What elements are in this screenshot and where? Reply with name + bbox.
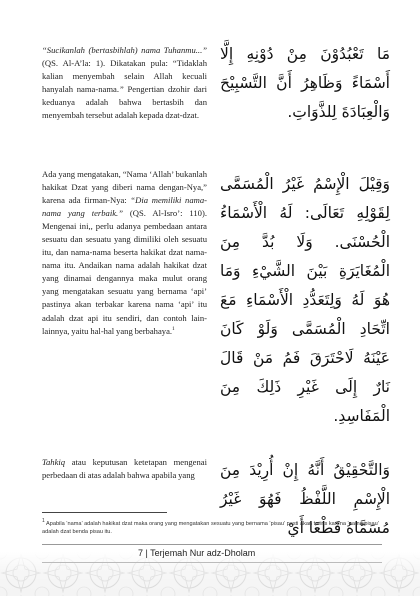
arabic-paragraph-1 (220, 40, 390, 127)
footnote-divider (42, 512, 167, 513)
body-text: Pengertian dzohir dari keduanya adalah bahwa bertasbih dan menyembah tersebut adalah kepada dzat-dzat. (42, 84, 207, 121)
arabic-text: وَقِيْلَ الْإِسْمُ غَيْرُ الْمُسَمَّى لِقَوْلِهِ تَعَالَى: لَهُ الْأَسْمَاءُ الْحُسْنَى. وَلَا بُدَّ مِنَ الْمُغَايَرَةِ بَيْنَ الشَّيْءِ وَمَا هُوَ لَهُ وَلِتَعَدُّدِ الْأَسْمَاءِ مَعَ اتِّحَادِ الْمُسَمَّى وَلَوْ كَانَ عَيْنَهُ لَاحْتَرَقَ فَمُ مَنْ قَالَ نَارٌ إِلَى غَيْرِ ذَلِكَ مِنَ الْمَفَاسِدِ. (220, 175, 390, 425)
body-text: Ada yang mengatakan, “Nama ‘Allah’ bukanlah hakikat Dzat yang diberi nama dengan-Nya,” karena ada firman-Nya: (42, 169, 207, 206)
arabic-text: مَا تَعْبُدُوْنَ مِنْ دُوْنِهِ إِلَّا أَسْمَاءً وَظَاهِرُ أَنَّ التَّسْبِيْحَ وَالْعِبَادَةَ لِلذَّوَاتِ. (220, 45, 390, 121)
arabic-text: وَالتَّحْقِيْقُ أَنَّهُ إِنْ أُرِيْدَ مِنَ الْإِسْمِ اللَّفْظُ فَهُوَ غَيْرُ مُسَمَّاهُ قَطْعًا أَيْ (220, 461, 390, 537)
body-text: (QS. Al-A’la: 1). Dikatakan pula: “Tidaklah kalian menyembah selain Allah kecuali hanyalah nama-nama. (42, 58, 207, 95)
page-number-and-title: 7 | Terjemah Nur adz-Dholam (138, 548, 256, 558)
arabic-paragraph-2 (220, 170, 390, 431)
quote-text: “Sucikanlah (bertasbihlah) nama Tuhanmu...” (42, 45, 207, 55)
page-footer (42, 544, 382, 562)
body-text: (QS. Al-Isro’: 110). Mengenai ini,, perlu adanya pembedaan antara sesuatu dan sesuatu yang dimiliki oleh sesuatu itu, dan nama-nama beserta hakikat dzat nama-nama itu. Andaikan nama adalah hakikat dzat yang dinamai dengannya maka mulut orang yang mengatakan sesuatu yang bernama ‘api’ pastinya akan terbakar karena nama ‘api’ itu adalah dzat api itu sendiri, dan contoh lain-lainnya, yaitu hal-hal yang berbahaya. (42, 208, 207, 336)
footer-divider (42, 562, 382, 563)
translation-paragraph-2 (42, 168, 207, 338)
footnote-text: Apabila ‘nama’ adalah hakikat dzat maka orang yang mengatakan sesuatu yang bernama ‘pisau’ pasti akan teriris karena ‘nama pisau’ adalah dzat benda pisau itu. (42, 520, 379, 535)
footnote-reference[interactable]: 1 (172, 325, 175, 332)
quote-text: “Dia memiliki nama-nama yang terbaik.” (42, 195, 208, 219)
footnote-mark: 1 (42, 518, 45, 524)
footnote (42, 517, 382, 536)
quote-text: ” (118, 84, 128, 95)
quote-text: Tahkiq (42, 457, 66, 467)
translation-paragraph-1 (42, 44, 207, 122)
body-text: atau keputusan ketetapan mengenai perbedaan di atas adalah bahwa apabila yang (42, 457, 207, 481)
translation-paragraph-3 (42, 456, 207, 482)
